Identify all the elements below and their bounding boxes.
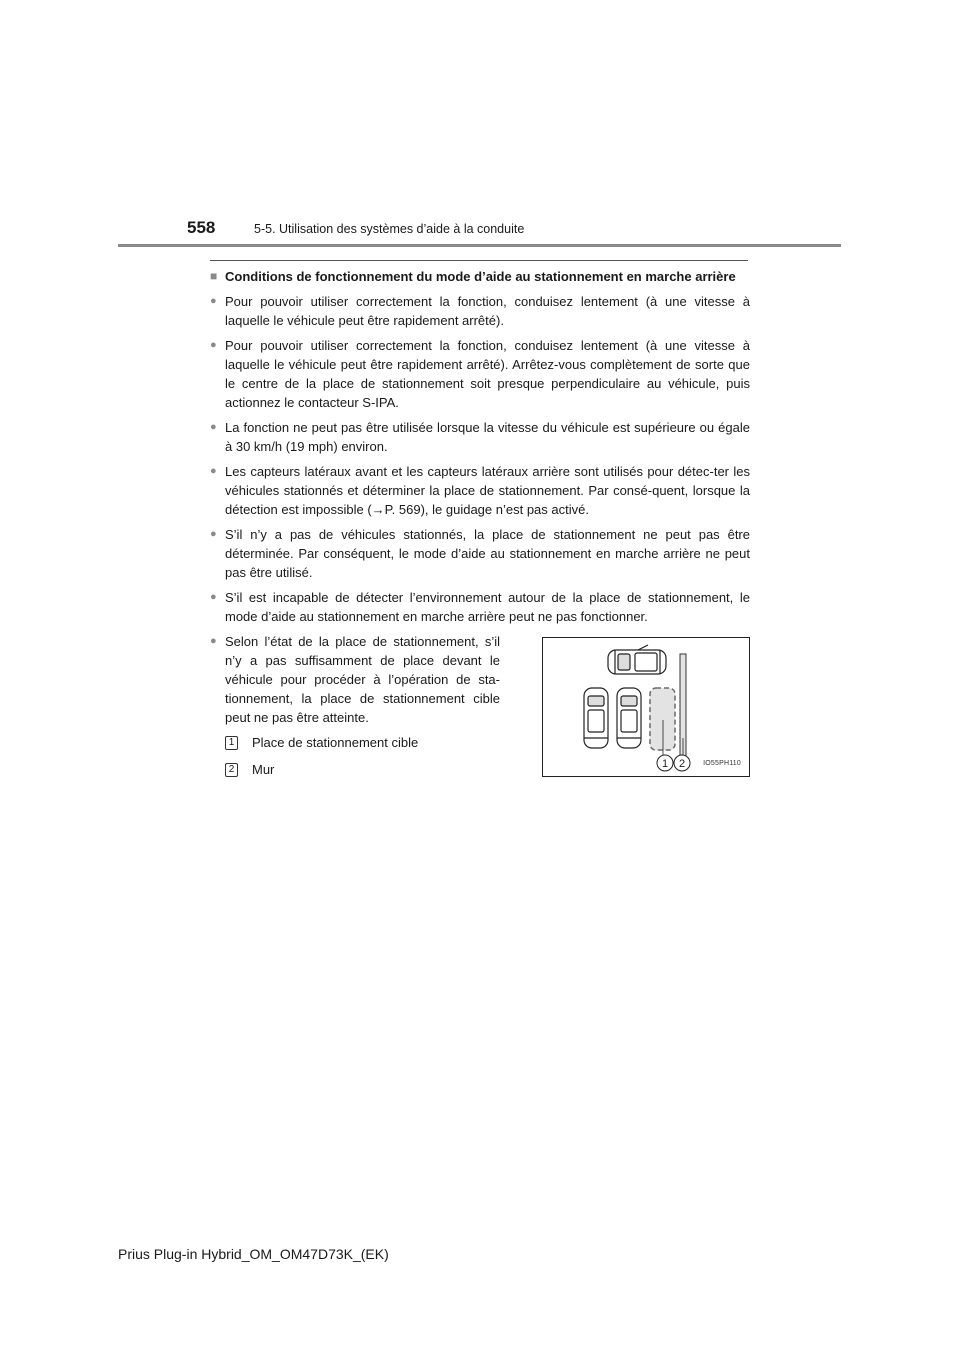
bullet-text: Les capteurs latéraux avant et les capteurs latéraux arrière sont utilisés pour détec-ter les véhicules stationnés et déterminer la place de stationnement. Par consé-quent, lorsque la détection est impossible (→P. 569), le guidage n’est pas activé. — [225, 464, 750, 517]
bullet-item — [210, 336, 750, 412]
bullet-text: Selon l’état de la place de stationnement, s’il n’y a pas suffisamment de place devant le véhicule pour procéder à l’opération de sta-tionnement, la place de stationnement cible peut ne pas être atteinte. — [225, 634, 500, 725]
car-middle-icon — [617, 688, 641, 748]
page-number: 558 — [187, 218, 216, 237]
circle-bullet-icon: ● — [210, 295, 217, 307]
figure-text — [210, 632, 500, 779]
car-left-icon — [584, 688, 608, 748]
bullet-text: La fonction ne peut pas être utilisée lorsque la vitesse du véhicule est supérieure ou égale à 30 km/h (19 mph) environ. — [225, 420, 750, 454]
bullet-item — [210, 632, 500, 727]
bullet-text: Pour pouvoir utiliser correctement la fonction, conduisez lentement (à une vitesse à laquelle le véhicule peut être rapidement arrêté). Arrêtez-vous complètement de sorte que le centre de la place de stationnement soit presque perpendiculaire au véhicule, puis actionnez le contacteur S-IPA. — [225, 338, 750, 410]
bullet-item — [210, 418, 750, 456]
section-title: 5-5. Utilisation des systèmes d’aide à la conduite — [254, 222, 525, 236]
legend-item — [225, 733, 500, 752]
bullet-item — [210, 588, 750, 626]
circle-bullet-icon: ● — [210, 465, 217, 477]
conditions-heading — [210, 267, 750, 286]
circle-bullet-icon: ● — [210, 339, 217, 351]
figure-code: IO55PH110 — [703, 760, 741, 767]
figure-section — [210, 632, 750, 779]
footer-text: Prius Plug-in Hybrid_OM_OM47D73K_(EK) — [118, 1246, 389, 1262]
legend-label: Mur — [252, 762, 275, 777]
bullet-text: S’il est incapable de détecter l’environnement autour de la place de stationnement, le mode d’aide au stationnement en marche arrière peut ne pas fonctionner. — [225, 590, 750, 624]
circle-bullet-icon: ● — [210, 421, 217, 433]
target-space-marker — [650, 688, 675, 750]
square-bullet-icon: ■ — [210, 269, 218, 283]
bullet-text: S’il n’y a pas de véhicules stationnés, la place de stationnement ne peut pas être déterminée. Par conséquent, le mode d’aide au stationnement en marche arrière ne peut pas être utilisé. — [225, 527, 750, 580]
legend-label: Place de stationnement cible — [252, 735, 419, 750]
header-rule — [118, 244, 841, 247]
circle-bullet-icon: ● — [210, 528, 217, 540]
bullet-text: Pour pouvoir utiliser correctement la fonction, conduisez lentement (à une vitesse à laquelle le véhicule peut être rapidement arrêté). — [225, 294, 750, 328]
circle-bullet-icon: ● — [210, 635, 217, 647]
circle-bullet-icon: ● — [210, 591, 217, 603]
bullet-item — [210, 525, 750, 582]
heading-text: Conditions de fonctionnement du mode d’aide au stationnement en marche arrière — [225, 269, 736, 284]
car-top-icon — [608, 645, 666, 674]
legend-number: 1 — [225, 736, 238, 750]
content — [210, 267, 750, 779]
legend-item — [225, 760, 500, 779]
content-rule — [210, 260, 748, 261]
bullet-item — [210, 292, 750, 330]
bullet-item — [210, 462, 750, 519]
callout-number: 1 — [661, 758, 669, 770]
legend-number: 2 — [225, 763, 238, 777]
parking-figure — [542, 637, 750, 777]
callout-number: 2 — [678, 758, 686, 770]
